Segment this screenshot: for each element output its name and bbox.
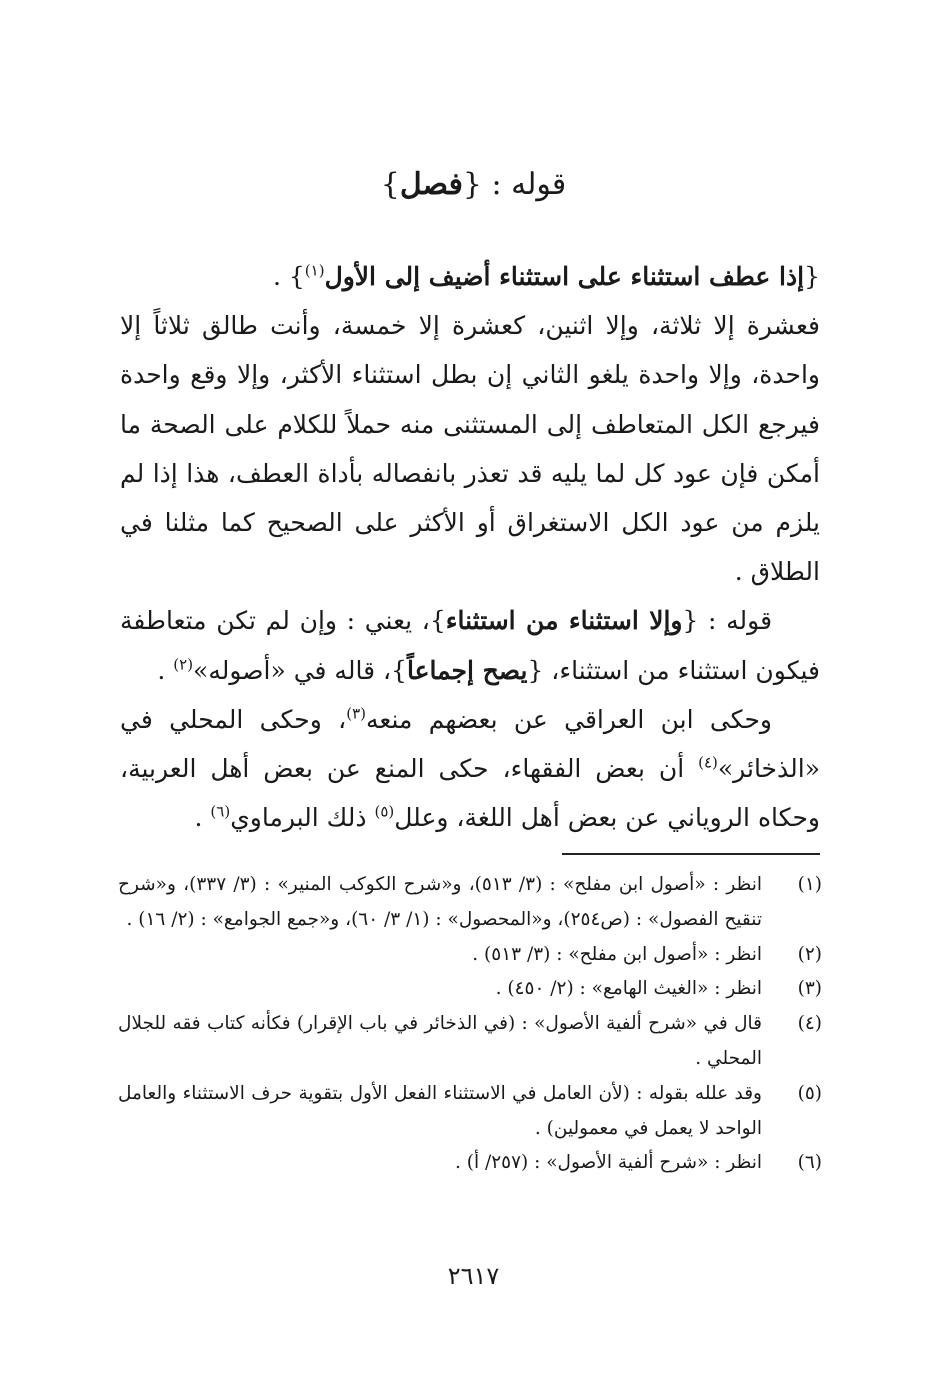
rule-text: إذا عطف استثناء على استثناء أضيف إلى الأول [324, 262, 805, 291]
footnote-text: انظر : «أصول ابن مفلح» : (٣/ ٥١٣)، و«شرح الكوكب المنير» : (٣/ ٣٣٧)، و«شرح تنقيح الفصول» : (ص٢٥٤)، و«المحصول» : (١/ ٣/ ٦٠)، و«جمع الجوامع» : (٢/ ١٦) . [118, 874, 762, 930]
footnote-number: (١) [797, 874, 822, 895]
footnote-text: انظر : «شرح ألفية الأصول» : (٢٥٧/ أ) . [454, 1152, 762, 1174]
footnote [118, 868, 822, 938]
footnote-number: (٦) [797, 1152, 822, 1174]
footnote-text: انظر : «أصول ابن مفلح» : (٣/ ٥١٣) . [472, 943, 762, 965]
quoted-text: وإلا استثناء من استثناء [445, 606, 683, 636]
footnote-number: (٤) [797, 1013, 822, 1035]
footnotes [118, 868, 822, 1181]
footnote [118, 938, 822, 973]
footnote-ref: (٦) [210, 802, 231, 821]
footnote [118, 972, 822, 1007]
heading-suffix: } [380, 167, 400, 202]
main-text [120, 252, 820, 842]
section-heading [0, 160, 947, 210]
footnote-text: انظر : «الغيث الهامع» : (٢/ ٤٥٠) . [495, 978, 762, 1000]
footnote-separator [562, 853, 820, 855]
footnote-text: قال في «شرح ألفية الأصول» : (في الذخائر في باب الإقرار) فكأنه كتاب فقه للجلال المحلي . [118, 1013, 762, 1069]
footnote-ref: (٥) [374, 802, 395, 821]
paragraph-3: قوله : {وإلا استثناء من استثناء}، يعني : وإن لم تكن متعاطفة فيكون استثناء من استثناء، {يصح إجماعاً}، قاله في «أصوله»$^{(٢)}$ . [120, 606, 820, 685]
footnote-ref: (٢) [173, 655, 194, 674]
footnote-number: (٢) [797, 943, 822, 965]
heading-word: فصل [399, 167, 463, 202]
footnote [118, 1146, 822, 1181]
footnote-ref: (٣) [346, 704, 366, 723]
quoted-text: يصح إجماعاً [406, 655, 528, 685]
paragraph-1: {إذا عطف استثناء على استثناء أضيف إلى الأول$^{(١)}$} . [272, 261, 820, 291]
footnote-ref: (٤) [698, 753, 718, 772]
footnote [118, 1007, 822, 1077]
footnote-text: وقد علله بقوله : (لأن العامل في الاستثناء الفعل الأول بتقوية حرف الاستثناء والعامل الواحد لا يعمل في معمولين) . [118, 1082, 762, 1139]
footnote-number: (٣) [797, 978, 822, 1000]
heading-prefix: قوله : { [462, 167, 567, 202]
page-number: ٢٦١٧ [447, 1262, 500, 1290]
footnote-ref: (١) [304, 261, 325, 280]
footnote-number: (٥) [797, 1082, 822, 1104]
paragraph-4: وحكى ابن العراقي عن بعضهم منعه$^{(٣)}$، وحكى المحلي في «الذخائر»$^{(٤)}$ أن بعض الفقهاء، حكى المنع عن بعض أهل العربية، وحكاه الروياني عن بعض أهل اللغة، وعلل$^{(٥)}$ ذلك البرماوي$^{(٦)}$ . [120, 704, 820, 833]
footnote [118, 1077, 822, 1147]
paragraph-2: فعشرة إلا ثلاثة، وإلا اثنين، كعشرة إلا خمسة، وأنت طالق ثلاثاً إلا واحدة، وإلا واحدة يلغو الثاني إن بطل استثناء الأكثر، وإلا وقع واحدة فيرجع الكل المتعاطف إلى المستثنى منه حملاً للكلام على الصحة ما أمكن فإن عود كل لما يليه قد تعذر بانفصاله بأداة العطف، هذا إذا لم يلزم من عود الكل الاستغراق أو الأكثر على الصحيح كما مثلنا في الطلاق . [120, 311, 820, 587]
